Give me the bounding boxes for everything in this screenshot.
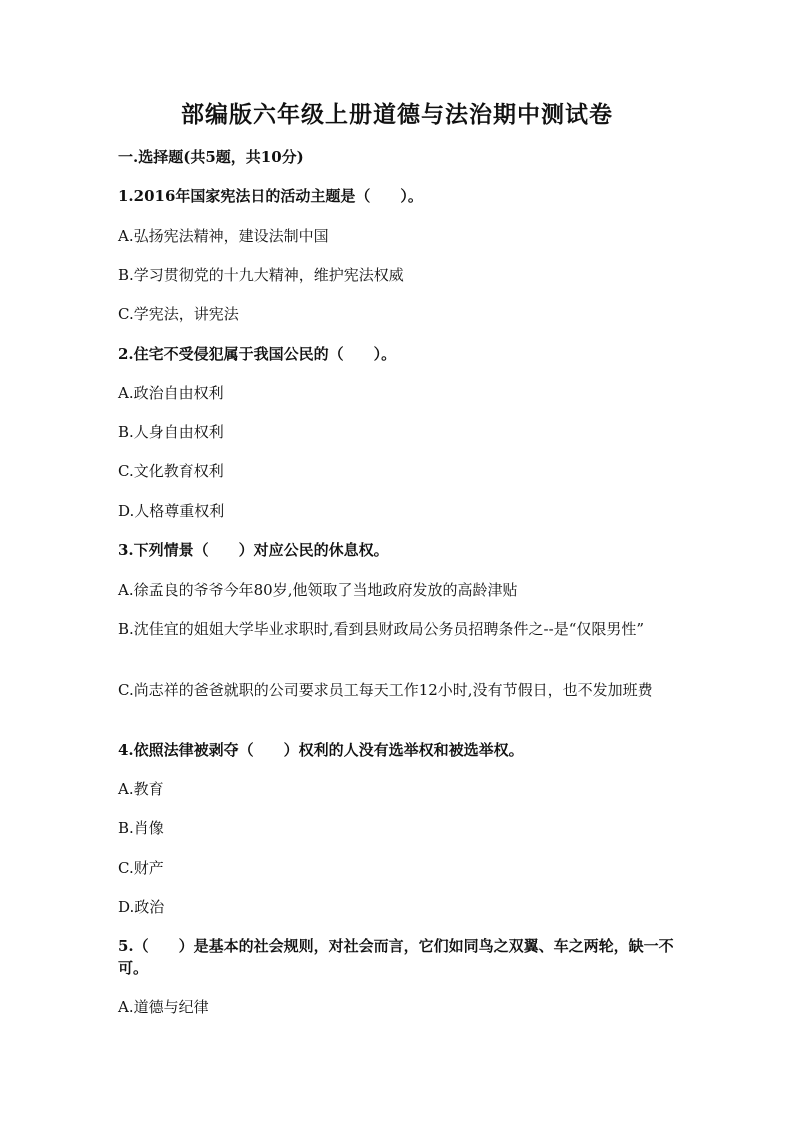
question-2-stem: 2.住宅不受侵犯属于我国公民的（ ）。 xyxy=(118,345,397,363)
page-title: 部编版六年级上册道德与法治期中测试卷 xyxy=(181,101,613,128)
question-3-option-a: A.徐孟良的爷爷今年80岁,他领取了当地政府发放的高龄津贴 xyxy=(118,581,518,599)
question-1-option-a: A.弘扬宪法精神，建设法制中国 xyxy=(118,227,329,245)
question-3-option-b: B.沈佳宜的姐姐大学毕业求职时,看到县财政局公务员招聘条件之--是“仅限男性” xyxy=(118,620,645,638)
question-5-option-a: A.道德与纪律 xyxy=(118,998,209,1016)
question-5-stem: 5.（ ）是基本的社会规则，对社会而言，它们如同鸟之双翼、车之两轮，缺一不可。 xyxy=(118,937,674,977)
question-3-stem: 3.下列情景（ ）对应公民的休息权。 xyxy=(118,541,389,559)
question-1-option-c: C.学宪法，讲宪法 xyxy=(118,305,239,323)
question-4-option-b: B.肖像 xyxy=(118,819,164,837)
question-2-option-a: A.政治自由权利 xyxy=(118,384,224,402)
question-3-option-c: C.尚志祥的爸爸就职的公司要求员工每天工作12小时,没有节假日，也不发加班费 xyxy=(118,681,653,699)
question-1-option-b: B.学习贯彻党的十九大精神，维护宪法权威 xyxy=(118,266,404,284)
section-heading: 一.选择题(共5题，共10分) xyxy=(118,148,304,166)
question-4-option-a: A.教育 xyxy=(118,780,164,798)
question-1-stem: 1.2016年国家宪法日的活动主题是（ ）。 xyxy=(118,187,423,205)
question-2-option-c: C.文化教育权利 xyxy=(118,462,224,480)
question-4-option-d: D.政治 xyxy=(118,898,165,916)
question-2-option-d: D.人格尊重权利 xyxy=(118,502,225,520)
question-2-option-b: B.人身自由权利 xyxy=(118,423,224,441)
question-4-option-c: C.财产 xyxy=(118,859,164,877)
question-4-stem: 4.依照法律被剥夺（ ）权利的人没有选举权和被选举权。 xyxy=(118,741,524,759)
